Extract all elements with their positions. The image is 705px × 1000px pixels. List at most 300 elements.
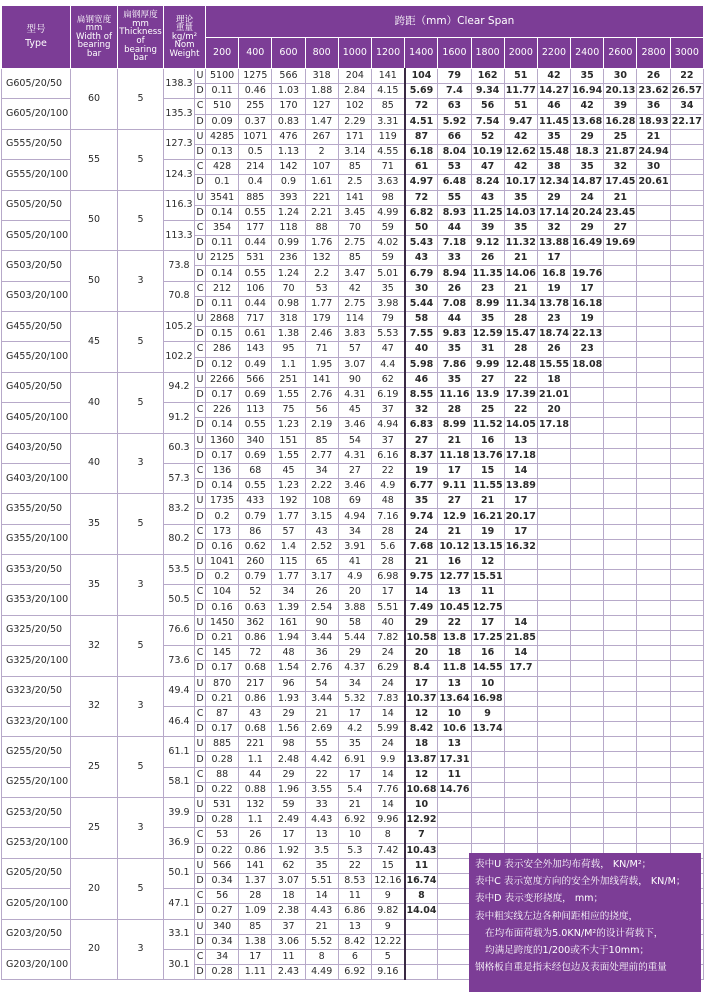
value-cell — [637, 403, 670, 418]
value-cell — [571, 433, 604, 448]
load-letter-cell: D — [195, 84, 206, 99]
value-cell: 21 — [637, 129, 670, 144]
load-letter-cell: U — [195, 676, 206, 691]
thickness-cell: 3 — [118, 555, 164, 616]
load-letter-cell: U — [195, 737, 206, 752]
value-cell: 11.77 — [504, 84, 537, 99]
value-cell: 0.27 — [206, 904, 239, 919]
value-cell: 10.19 — [471, 144, 504, 159]
value-cell — [604, 509, 637, 524]
value-cell: 0.86 — [239, 630, 272, 645]
table-row — [2, 798, 704, 813]
value-cell: 2.52 — [305, 539, 338, 554]
value-cell: 22 — [670, 69, 703, 84]
value-cell: 9 — [471, 706, 504, 721]
weight-cell: 61.1 — [164, 737, 195, 767]
value-cell: 13.15 — [471, 539, 504, 554]
value-cell: 11.52 — [471, 418, 504, 433]
value-cell: 21 — [405, 555, 438, 570]
value-cell: 22 — [438, 615, 471, 630]
value-cell — [637, 220, 670, 235]
value-cell: 7.18 — [438, 236, 471, 251]
value-cell — [537, 767, 570, 782]
value-cell: 8.4 — [405, 661, 438, 676]
value-cell: 1450 — [206, 615, 239, 630]
load-letter-cell: D — [195, 965, 206, 980]
value-cell: 4.51 — [405, 114, 438, 129]
value-cell — [670, 220, 703, 235]
value-cell: 16.94 — [571, 84, 604, 99]
value-cell: 26 — [537, 342, 570, 357]
value-cell: 20.61 — [637, 175, 670, 190]
load-letter-cell: U — [195, 69, 206, 84]
value-cell — [670, 418, 703, 433]
value-cell — [604, 357, 637, 372]
load-letter-cell: C — [195, 160, 206, 175]
value-cell — [571, 737, 604, 752]
value-cell: 26 — [438, 281, 471, 296]
value-cell: 3.88 — [338, 600, 371, 615]
value-cell: 18.08 — [571, 357, 604, 372]
type-cell: G605/20/50 — [2, 69, 71, 99]
value-cell: 7.42 — [371, 843, 404, 858]
value-cell: 8.55 — [405, 387, 438, 402]
value-cell: 2.49 — [272, 813, 305, 828]
type-cell: G455/20/100 — [2, 342, 71, 372]
value-cell: 21.01 — [537, 387, 570, 402]
value-cell: 28 — [371, 524, 404, 539]
value-cell: 9 — [371, 919, 404, 934]
value-cell: 24 — [405, 524, 438, 539]
value-cell: 214 — [239, 160, 272, 175]
value-cell: 1.47 — [305, 114, 338, 129]
value-cell: 5.98 — [405, 357, 438, 372]
value-cell — [670, 129, 703, 144]
load-letter-cell: D — [195, 630, 206, 645]
value-cell: 0.11 — [206, 236, 239, 251]
value-cell: 35 — [438, 342, 471, 357]
value-cell: 3.45 — [338, 205, 371, 220]
value-cell: 136 — [206, 463, 239, 478]
value-cell: 56 — [206, 889, 239, 904]
load-letter-cell: D — [195, 843, 206, 858]
value-cell: 9.11 — [438, 479, 471, 494]
value-cell: 6.91 — [338, 752, 371, 767]
value-cell — [637, 448, 670, 463]
value-cell: 0.15 — [206, 327, 239, 342]
span-header-cell: 2600 — [604, 38, 637, 69]
span-header-cell: 600 — [272, 38, 305, 69]
value-cell — [537, 539, 570, 554]
value-cell — [637, 646, 670, 661]
thickness-cell: 3 — [118, 676, 164, 737]
value-cell: 127 — [305, 99, 338, 114]
value-cell: 12 — [471, 555, 504, 570]
type-cell: G253/20/50 — [2, 798, 71, 828]
value-cell: 9 — [371, 889, 404, 904]
value-cell: 39 — [604, 99, 637, 114]
value-cell: 13.9 — [471, 387, 504, 402]
value-cell: 13.87 — [405, 752, 438, 767]
value-cell: 29 — [405, 615, 438, 630]
value-cell — [438, 858, 471, 873]
header-weight-label: 理论 重量 kg/m² Nom Weight — [169, 14, 200, 59]
value-cell: 43 — [239, 706, 272, 721]
value-cell: 1.54 — [272, 661, 305, 676]
value-cell: 54 — [338, 433, 371, 448]
value-cell: 6.79 — [405, 266, 438, 281]
value-cell: 7.4 — [438, 84, 471, 99]
value-cell: 8.42 — [338, 934, 371, 949]
value-cell: 10.6 — [438, 722, 471, 737]
value-cell: 192 — [272, 494, 305, 509]
value-cell: 170 — [272, 99, 305, 114]
span-header-cell: 3000 — [670, 38, 703, 69]
value-cell: 1.39 — [272, 600, 305, 615]
value-cell: 85 — [338, 251, 371, 266]
notes-box — [469, 853, 701, 992]
load-letter-cell: D — [195, 509, 206, 524]
value-cell — [670, 312, 703, 327]
value-cell: 4.2 — [338, 722, 371, 737]
value-cell: 34 — [305, 463, 338, 478]
weight-cell: 113.3 — [164, 220, 195, 250]
value-cell: 8.53 — [338, 873, 371, 888]
value-cell: 1735 — [206, 494, 239, 509]
value-cell: 37 — [371, 433, 404, 448]
value-cell: 1.24 — [272, 266, 305, 281]
value-cell: 71 — [305, 342, 338, 357]
span-header-cell: 1000 — [338, 38, 371, 69]
value-cell: 15.51 — [471, 570, 504, 585]
value-cell: 35 — [405, 494, 438, 509]
value-cell — [670, 236, 703, 251]
value-cell — [637, 767, 670, 782]
value-cell: 108 — [305, 494, 338, 509]
value-cell: 143 — [239, 342, 272, 357]
value-cell: 53 — [305, 281, 338, 296]
value-cell: 0.55 — [239, 266, 272, 281]
value-cell — [537, 630, 570, 645]
value-cell — [670, 570, 703, 585]
value-cell: 104 — [206, 585, 239, 600]
value-cell: 2.21 — [305, 205, 338, 220]
load-letter-cell: C — [195, 281, 206, 296]
load-letter-cell: C — [195, 646, 206, 661]
value-cell: 70 — [338, 220, 371, 235]
value-cell — [438, 949, 471, 964]
weight-cell: 50.5 — [164, 585, 195, 615]
value-cell — [537, 722, 570, 737]
value-cell: 0.28 — [206, 813, 239, 828]
value-cell — [670, 357, 703, 372]
value-cell: 2.75 — [338, 296, 371, 311]
value-cell: 173 — [206, 524, 239, 539]
value-cell: 19 — [405, 463, 438, 478]
value-cell — [637, 312, 670, 327]
value-cell: 29 — [571, 220, 604, 235]
value-cell — [670, 296, 703, 311]
value-cell — [537, 752, 570, 767]
value-cell: 340 — [206, 919, 239, 934]
weight-cell: 94.2 — [164, 372, 195, 402]
value-cell — [438, 843, 471, 858]
value-cell — [670, 205, 703, 220]
value-cell: 7.82 — [371, 630, 404, 645]
value-cell: 29 — [272, 706, 305, 721]
value-cell: 18 — [405, 737, 438, 752]
value-cell: 0.11 — [206, 296, 239, 311]
value-cell: 106 — [239, 281, 272, 296]
value-cell: 510 — [206, 99, 239, 114]
value-cell: 23 — [471, 281, 504, 296]
value-cell: 21 — [504, 281, 537, 296]
value-cell — [670, 585, 703, 600]
weight-cell: 83.2 — [164, 494, 195, 524]
value-cell: 14.76 — [438, 782, 471, 797]
table-row — [2, 251, 704, 266]
load-letter-cell: U — [195, 919, 206, 934]
value-cell: 4.31 — [338, 387, 371, 402]
value-cell — [604, 828, 637, 843]
value-cell: 79 — [371, 312, 404, 327]
value-cell: 11 — [438, 767, 471, 782]
type-cell: G405/20/50 — [2, 372, 71, 402]
value-cell: 5.99 — [371, 722, 404, 737]
value-cell — [604, 296, 637, 311]
header-width — [71, 6, 118, 69]
load-letter-cell: D — [195, 600, 206, 615]
weight-cell: 53.5 — [164, 555, 195, 585]
weight-cell: 135.3 — [164, 99, 195, 129]
value-cell — [537, 433, 570, 448]
value-cell: 12 — [405, 767, 438, 782]
value-cell — [637, 296, 670, 311]
value-cell: 58 — [338, 615, 371, 630]
weight-cell: 50.1 — [164, 858, 195, 888]
value-cell — [438, 873, 471, 888]
value-cell: 55 — [305, 737, 338, 752]
value-cell: 22 — [504, 403, 537, 418]
value-cell: 11.25 — [471, 205, 504, 220]
type-cell: G455/20/50 — [2, 312, 71, 342]
value-cell: 85 — [305, 433, 338, 448]
value-cell: 0.37 — [239, 114, 272, 129]
type-cell: G503/20/50 — [2, 251, 71, 281]
value-cell — [604, 372, 637, 387]
value-cell: 52 — [471, 129, 504, 144]
value-cell — [637, 676, 670, 691]
thickness-cell: 5 — [118, 615, 164, 676]
value-cell — [670, 706, 703, 721]
value-cell: 870 — [206, 676, 239, 691]
value-cell: 98 — [371, 190, 404, 205]
value-cell — [571, 691, 604, 706]
weight-cell: 33.1 — [164, 919, 195, 949]
value-cell: 7.54 — [471, 114, 504, 129]
load-letter-cell: D — [195, 357, 206, 372]
value-cell: 5.69 — [405, 84, 438, 99]
value-cell: 28 — [438, 403, 471, 418]
value-cell: 14.03 — [504, 205, 537, 220]
value-cell: 2.48 — [272, 752, 305, 767]
value-cell — [637, 828, 670, 843]
value-cell — [571, 646, 604, 661]
value-cell — [637, 266, 670, 281]
header-thickness-label: 扁钢厚度 mm Thickness of bearing bar — [119, 10, 162, 64]
value-cell — [670, 661, 703, 676]
value-cell: 48 — [272, 646, 305, 661]
value-cell: 20.24 — [571, 205, 604, 220]
value-cell — [537, 479, 570, 494]
value-cell — [637, 752, 670, 767]
value-cell: 340 — [239, 433, 272, 448]
type-cell: G255/20/100 — [2, 767, 71, 797]
load-letter-cell: U — [195, 494, 206, 509]
span-header-cell: 1200 — [371, 38, 404, 69]
value-cell — [604, 266, 637, 281]
value-cell: 18 — [272, 889, 305, 904]
span-header-cell: 200 — [206, 38, 239, 69]
value-cell: 1.38 — [272, 327, 305, 342]
value-cell: 24 — [371, 737, 404, 752]
weight-cell: 73.8 — [164, 251, 195, 281]
width-cell: 40 — [71, 372, 118, 433]
value-cell: 18.3 — [571, 144, 604, 159]
value-cell: 35 — [571, 69, 604, 84]
value-cell: 36 — [305, 646, 338, 661]
value-cell — [571, 494, 604, 509]
value-cell: 4.15 — [371, 84, 404, 99]
value-cell: 10.58 — [405, 630, 438, 645]
value-cell: 98 — [272, 737, 305, 752]
value-cell: 16.32 — [504, 539, 537, 554]
value-cell — [504, 570, 537, 585]
value-cell — [438, 919, 471, 934]
value-cell — [604, 403, 637, 418]
value-cell — [571, 418, 604, 433]
type-cell: G405/20/100 — [2, 403, 71, 433]
weight-cell: 57.3 — [164, 463, 195, 493]
value-cell: 318 — [305, 69, 338, 84]
value-cell: 9.12 — [471, 236, 504, 251]
value-cell: 3.83 — [338, 327, 371, 342]
value-cell — [637, 524, 670, 539]
value-cell: 26 — [239, 828, 272, 843]
span-header-cell: 2200 — [537, 38, 570, 69]
load-letter-cell: D — [195, 114, 206, 129]
weight-cell: 36.9 — [164, 828, 195, 858]
value-cell — [471, 767, 504, 782]
value-cell: 0.17 — [206, 448, 239, 463]
value-cell: 2266 — [206, 372, 239, 387]
value-cell — [670, 767, 703, 782]
value-cell: 6.16 — [371, 448, 404, 463]
value-cell: 0.17 — [206, 722, 239, 737]
value-cell — [537, 661, 570, 676]
value-cell: 3.47 — [338, 266, 371, 281]
value-cell: 1.55 — [272, 387, 305, 402]
value-cell: 39 — [471, 220, 504, 235]
value-cell: 27 — [604, 220, 637, 235]
width-cell: 50 — [71, 251, 118, 312]
value-cell: 22 — [338, 858, 371, 873]
value-cell: 45 — [272, 463, 305, 478]
value-cell: 56 — [305, 403, 338, 418]
value-cell: 51 — [504, 69, 537, 84]
value-cell — [537, 600, 570, 615]
value-cell: 3.44 — [305, 691, 338, 706]
value-cell: 15.47 — [504, 327, 537, 342]
value-cell: 65 — [305, 555, 338, 570]
value-cell: 35 — [504, 190, 537, 205]
value-cell — [537, 828, 570, 843]
value-cell — [670, 281, 703, 296]
value-cell: 0.14 — [206, 418, 239, 433]
value-cell: 1.37 — [239, 873, 272, 888]
value-cell: 14.27 — [537, 84, 570, 99]
value-cell — [405, 934, 438, 949]
value-cell — [670, 175, 703, 190]
value-cell — [604, 752, 637, 767]
note-line: 表中粗实线左边各种间距相应的挠度， — [475, 910, 639, 922]
weight-cell: 124.3 — [164, 160, 195, 190]
value-cell: 23 — [537, 312, 570, 327]
span-header-cell: 800 — [305, 38, 338, 69]
load-letter-cell: C — [195, 403, 206, 418]
weight-cell: 127.3 — [164, 129, 195, 159]
value-cell — [438, 798, 471, 813]
span-header-cell: 2000 — [504, 38, 537, 69]
value-cell — [571, 752, 604, 767]
value-cell: 4.42 — [305, 752, 338, 767]
value-cell — [504, 722, 537, 737]
type-cell: G203/20/100 — [2, 949, 71, 979]
value-cell: 0.55 — [239, 479, 272, 494]
value-cell: 12.75 — [471, 600, 504, 615]
value-cell: 5.44 — [338, 630, 371, 645]
value-cell: 16 — [471, 433, 504, 448]
value-cell: 0.21 — [206, 691, 239, 706]
header-type-label: 型号 Type — [25, 23, 47, 49]
value-cell: 12 — [405, 706, 438, 721]
value-cell: 43 — [405, 251, 438, 266]
value-cell — [537, 706, 570, 721]
value-cell — [537, 448, 570, 463]
value-cell: 8.99 — [438, 418, 471, 433]
weight-cell: 49.4 — [164, 676, 195, 706]
weight-cell: 91.2 — [164, 403, 195, 433]
value-cell — [471, 828, 504, 843]
value-cell: 0.2 — [206, 509, 239, 524]
value-cell — [537, 615, 570, 630]
value-cell: 48 — [371, 494, 404, 509]
value-cell: 17.25 — [471, 630, 504, 645]
value-cell — [670, 144, 703, 159]
value-cell — [670, 813, 703, 828]
value-cell: 362 — [239, 615, 272, 630]
value-cell: 171 — [338, 129, 371, 144]
value-cell: 26 — [637, 69, 670, 84]
value-cell — [471, 782, 504, 797]
value-cell — [504, 600, 537, 615]
value-cell — [504, 706, 537, 721]
value-cell: 24 — [371, 676, 404, 691]
value-cell: 476 — [272, 129, 305, 144]
value-cell — [604, 600, 637, 615]
value-cell — [571, 661, 604, 676]
load-letter-cell: C — [195, 889, 206, 904]
